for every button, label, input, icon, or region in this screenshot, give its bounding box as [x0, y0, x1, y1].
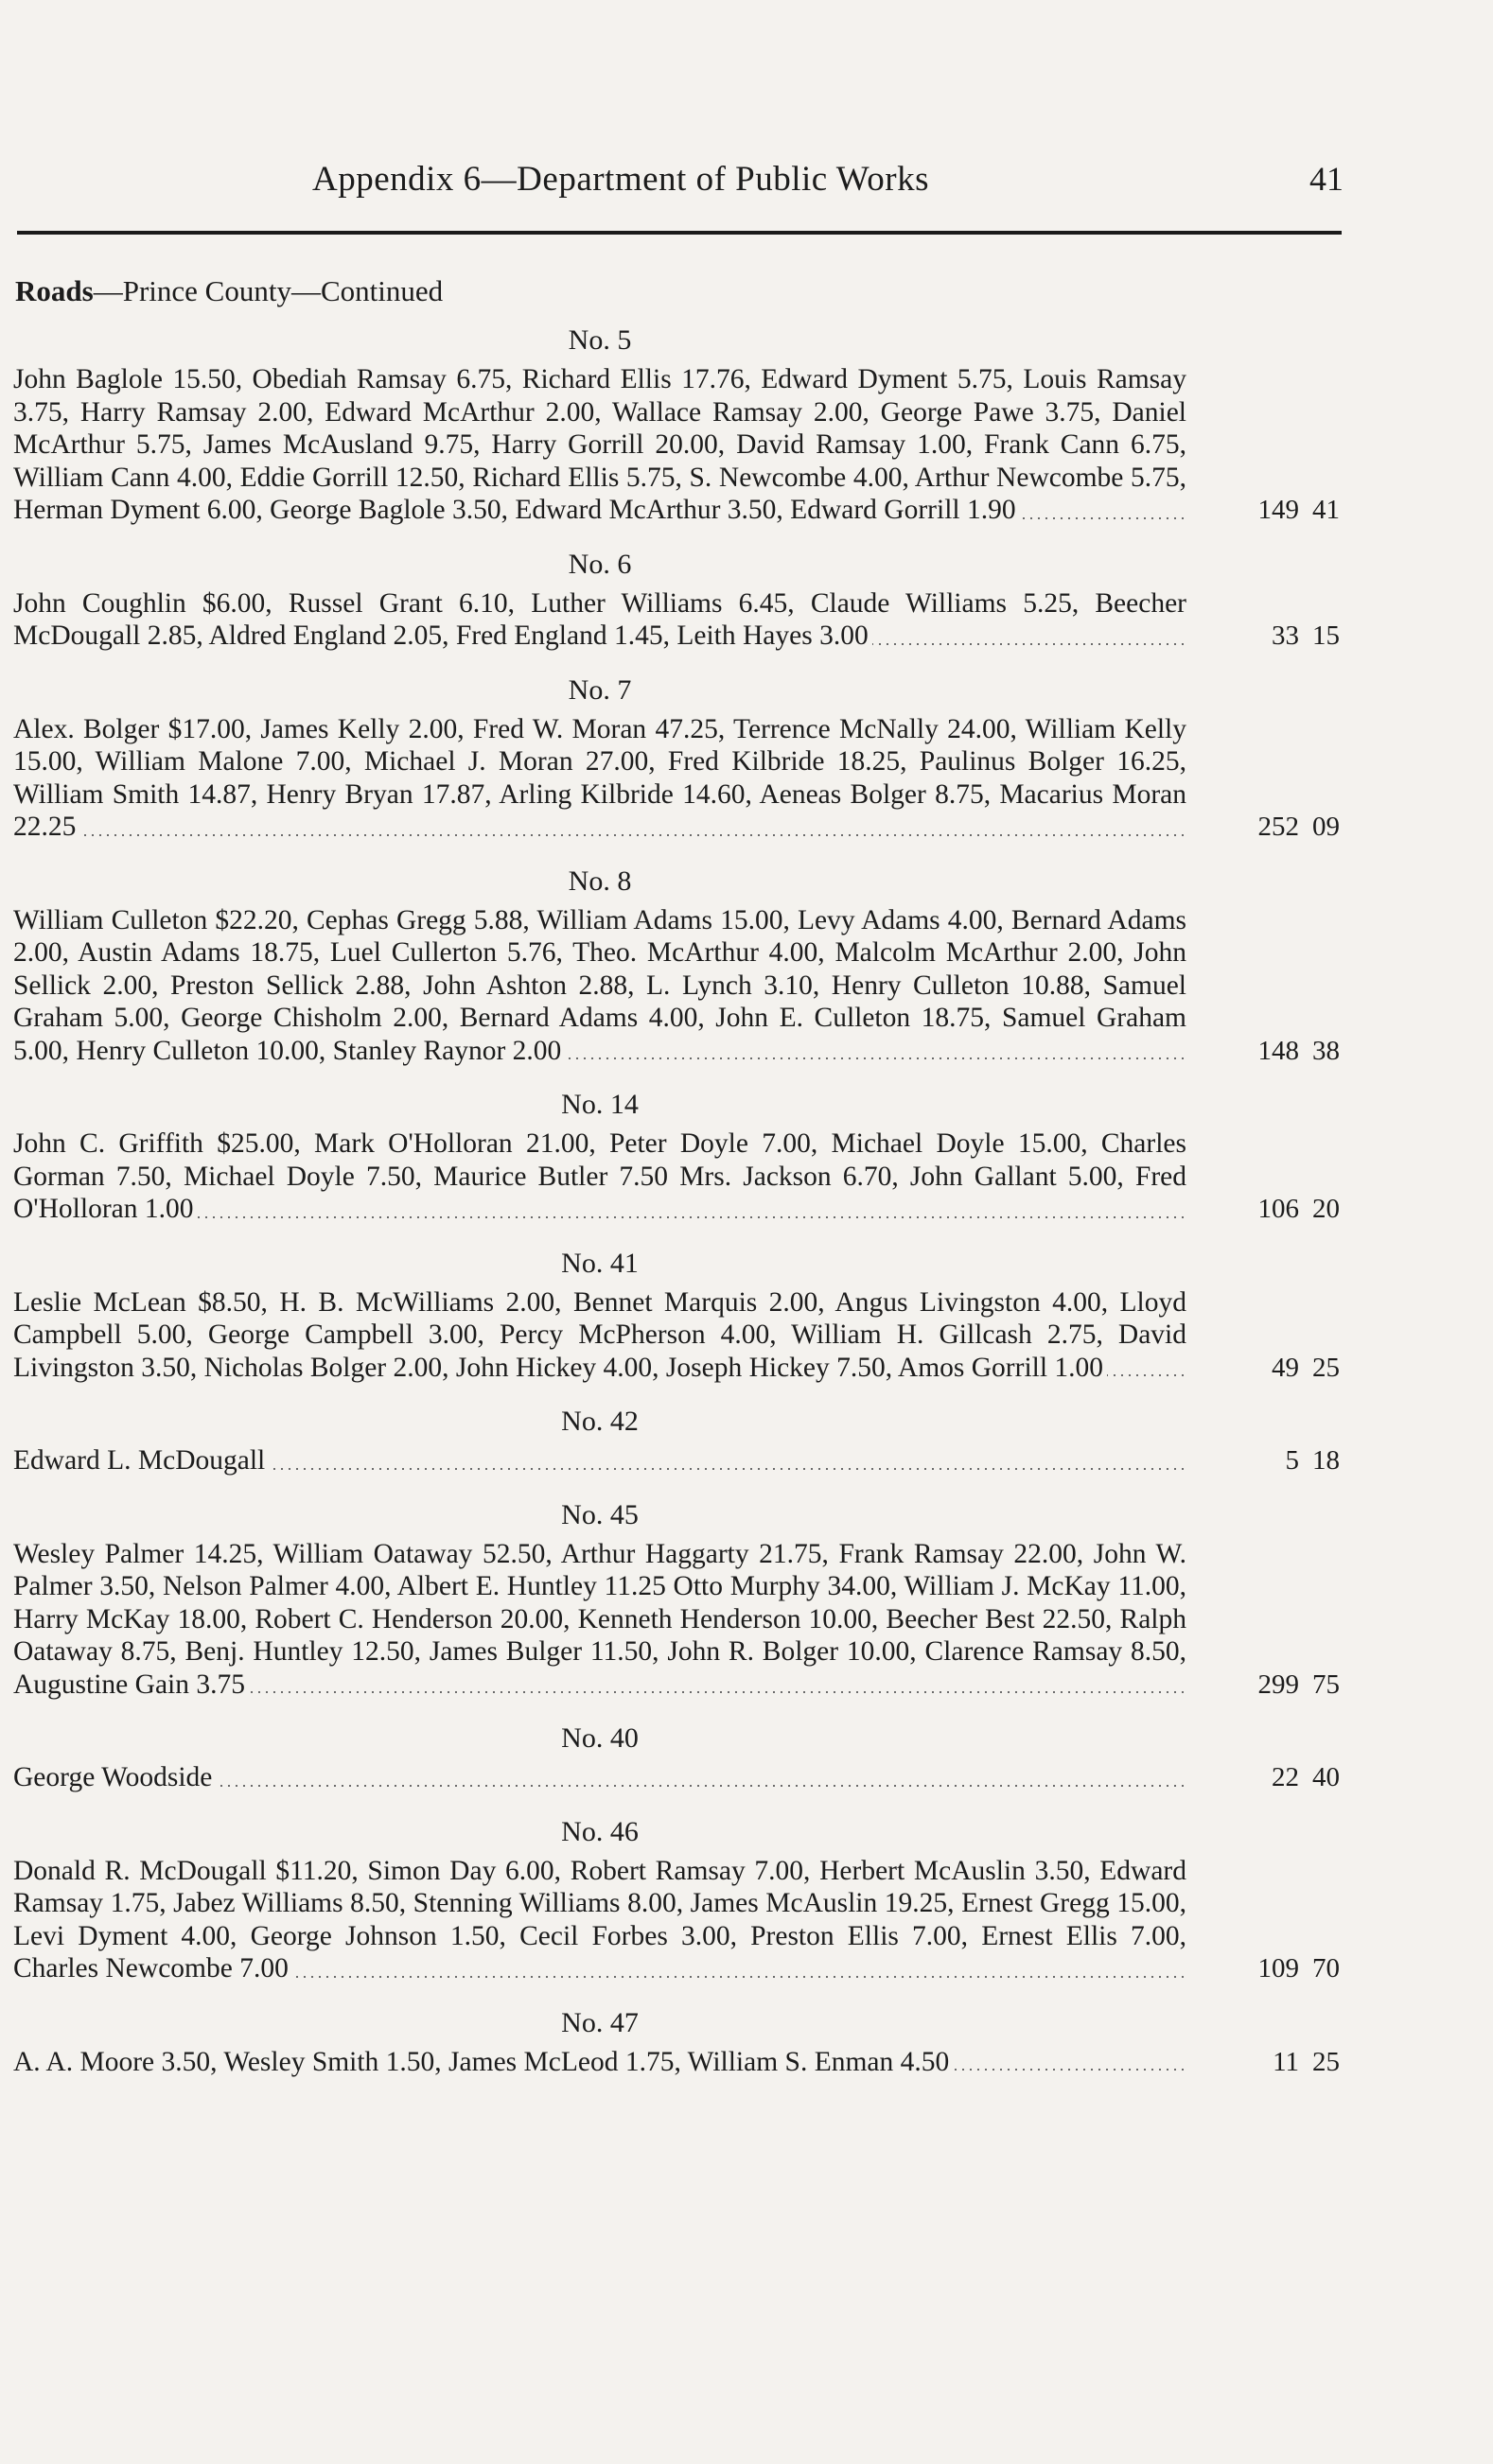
road-number: No. 45 — [561, 1498, 639, 1530]
road-entry-amount: 252 09 — [1257, 812, 1340, 842]
road-entry-amount: 49 25 — [1272, 1352, 1340, 1383]
road-number: No. 6 — [568, 548, 632, 580]
road-number: No. 47 — [561, 2006, 639, 2038]
road-entry-amount: 5 18 — [1285, 1445, 1340, 1476]
roads-list — [13, 320, 1347, 2078]
road-entry-text: John Coughlin $6.00, Russel Grant 6.10, Luther Williams 6.45, Claude Williams 5.25, Beecher McDougall 2.85, Aldred England 2.05, Fred England 1.45, Leith Hayes 3.00 — [13, 587, 1186, 651]
road-entry — [13, 1084, 1347, 1226]
road-entry — [13, 670, 1347, 844]
section-title-rest: —Prince County—Continued — [93, 274, 444, 307]
road-entry — [13, 544, 1347, 653]
road-entry — [13, 861, 1347, 1068]
road-entry — [13, 1811, 1347, 1985]
road-entry-text: Wesley Palmer 14.25, William Oataway 52.50, Arthur Haggarty 21.75, Frank Ramsay 22.00, John W. Palmer 3.50, Nelson Palmer 4.00, Albert E. Huntley 11.25 Otto Murphy 34.00, William J. McKay 11.00, Harry McKay 18.00, Robert C. Henderson 20.00, Kenneth Henderson 10.00, Beecher Best 22.50, Ralph Oataway 8.75, Benj. Huntley 12.50, James Bulger 11.50, John R. Bolger 10.00, Clarence Ramsay 8.50, Augustine Gain 3.75 — [13, 1538, 1186, 1700]
road-number: No. 46 — [561, 1815, 639, 1847]
road-entry-amount: 11 25 — [1273, 2046, 1340, 2077]
road-entry-text: William Culleton $22.20, Cephas Gregg 5.88, William Adams 15.00, Levy Adams 4.00, Bernard Adams 2.00, Austin Adams 18.75, Luel Cullerton 5.76, Theo. McArthur 4.00, Malcolm McArthur 2.00, John Sellick 2.00, Preston Sellick 2.88, John Ashton 2.88, L. Lynch 3.10, Henry Culleton 10.88, Samuel Graham 5.00, George Chisholm 2.00, Bernard Adams 4.00, John E. Culleton 18.75, Samuel Graham 5.00, Henry Culleton 10.00, Stanley Raynor 2.00 — [13, 904, 1186, 1066]
road-entry-amount: 149 41 — [1257, 495, 1340, 525]
road-entry-text: Edward L. McDougall — [13, 1444, 1186, 1477]
road-entry — [13, 1718, 1347, 1794]
road-number: No. 7 — [568, 673, 632, 706]
road-entry-text: John C. Griffith $25.00, Mark O'Holloran 21.00, Peter Doyle 7.00, Michael Doyle 15.00, Charles Gorman 7.50, Michael Doyle 7.50, Maurice Butler 7.50 Mrs. Jackson 6.70, John Gallant 5.00, Fred O'Holloran 1.00 — [13, 1128, 1186, 1224]
road-entry-amount: 148 38 — [1257, 1035, 1340, 1066]
road-number: No. 14 — [561, 1089, 639, 1120]
road-entry-amount: 22 40 — [1272, 1762, 1340, 1792]
page-header — [312, 159, 1344, 200]
road-entry — [13, 2002, 1347, 2079]
page-number: 41 — [1309, 160, 1344, 198]
road-number: No. 41 — [561, 1247, 639, 1279]
road-entry-text: John Baglole 15.50, Obediah Ramsay 6.75, Richard Ellis 17.76, Edward Dyment 5.75, Louis Ramsay 3.75, Harry Ramsay 2.00, Edward McArthur 2.00, Wallace Ramsay 2.00, George Pawe 3.75, Daniel McArthur 5.75, James McAusland 9.75, Harry Gorrill 20.00, David Ramsay 1.00, Frank Cann 6.75, William Cann 4.00, Eddie Gorrill 12.50, Richard Ellis 5.75, S. Newcombe 4.00, Arthur Newcombe 5.75, Herman Dyment 6.00, George Baglole 3.50, Edward McArthur 3.50, Edward Gorrill 1.90 — [13, 364, 1186, 525]
road-number: No. 42 — [561, 1406, 639, 1437]
road-number: No. 5 — [568, 324, 632, 356]
road-entry-amount: 109 70 — [1257, 1953, 1340, 1983]
page-title: Appendix 6—Department of Public Works — [312, 160, 929, 199]
road-entry — [13, 1243, 1347, 1385]
road-entry-text: Leslie McLean $8.50, H. B. McWilliams 2.00, Bennet Marquis 2.00, Angus Livingston 4.00, Lloyd Campbell 5.00, George Campbell 3.00, Percy McPherson 4.00, William H. Gillcash 2.75, David Livingston 3.50, Nicholas Bolger 2.00, John Hickey 4.00, Joseph Hickey 7.50, Amos Gorrill 1.00 — [13, 1286, 1186, 1383]
road-number: No. 8 — [568, 865, 632, 897]
road-entry — [13, 1494, 1347, 1702]
section-title-bold: Roads — [15, 274, 94, 307]
road-entry-amount: 33 15 — [1272, 620, 1340, 651]
road-entry-text: Donald R. McDougall $11.20, Simon Day 6.00, Robert Ramsay 7.00, Herbert McAuslin 3.50, Edward Ramsay 1.75, Jabez Williams 8.50, Stenning Williams 8.00, James McAuslin 19.25, Ernest Gregg 15.00, Levi Dyment 4.00, George Johnson 1.50, Cecil Forbes 3.00, Preston Ellis 7.00, Ernest Ellis 7.00, Charles Newcombe 7.00 — [13, 1855, 1186, 1983]
road-entry-amount: 299 75 — [1257, 1669, 1340, 1700]
road-entry-text: A. A. Moore 3.50, Wesley Smith 1.50, James McLeod 1.75, William S. Enman 4.50 — [13, 2046, 1186, 2079]
road-entry — [13, 1401, 1347, 1477]
road-entry — [13, 320, 1347, 527]
road-number: No. 40 — [561, 1722, 639, 1754]
road-entry-amount: 106 20 — [1257, 1194, 1340, 1224]
section-title — [15, 274, 443, 308]
road-entry-text: George Woodside — [13, 1761, 1186, 1794]
road-entry-text: Alex. Bolger $17.00, James Kelly 2.00, Fred W. Moran 47.25, Terrence McNally 24.00, William Kelly 15.00, William Malone 7.00, Michael J. Moran 27.00, Fred Kilbride 18.25, Paulinus Bolger 16.25, William Smith 14.87, Henry Bryan 17.87, Arling Kilbride 14.60, Aeneas Bolger 8.75, Macarius Moran 22.25 — [13, 713, 1186, 842]
header-rule — [17, 231, 1342, 235]
